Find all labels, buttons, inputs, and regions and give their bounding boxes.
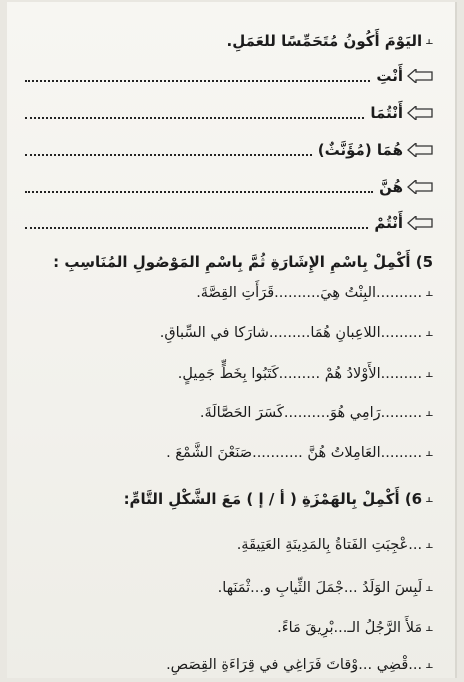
arrow-left-icon	[407, 143, 433, 157]
sentence-text[interactable]: .........رَامِي هُوَ..........كَسَرَ الحَصَّالَةَ.	[199, 405, 423, 421]
section-5-heading	[17, 251, 433, 273]
bullet-icon: ⫠	[425, 657, 433, 672]
exercise-item	[17, 282, 433, 304]
sentence-text[interactable]: مَلأَ الرَّجُلُ الـ...بْرِيقَ مَاءً.	[277, 620, 423, 636]
arrow-left-icon	[407, 106, 433, 120]
pronoun-label: هُمَا (مُؤَنَّثٌ)	[317, 141, 403, 159]
section-6-heading	[17, 488, 433, 510]
sentence-text[interactable]: .........الأَوْلادُ هُمْ .........كَتَبُوا بِخَطٍّ جَمِيلٍ.	[177, 366, 423, 382]
section-heading: 6) أَكْمِلْ بِالهَمْزَةِ ( أ / إ ) مَعَ الشَّكْلِ التَّامِّ:	[123, 490, 423, 508]
pronoun-row	[17, 65, 433, 87]
bullet-icon: ⫠	[425, 580, 433, 595]
bullet-icon: ⫠	[425, 620, 433, 635]
pronoun-row	[17, 212, 433, 234]
pronoun-label: أَنْتُمَا	[370, 104, 403, 122]
sentence-text[interactable]: .........اللاعِبانِ هُمَا.........شارَكا في السِّباقِ.	[159, 325, 423, 341]
arrow-left-icon	[407, 69, 433, 83]
answer-line[interactable]	[25, 191, 373, 193]
section-heading: 5) أَكْمِلْ بِاسْمِ الإِشَارَةِ ثُمَّ بِاسْمِ المَوْصُولِ المُنَاسِبِ :	[53, 253, 433, 271]
exercise-item	[17, 617, 433, 639]
exercise-item	[17, 322, 433, 344]
pronoun-label: أَنْتِ	[376, 67, 403, 85]
bullet-icon: ⫠	[425, 285, 433, 300]
pronoun-row	[17, 176, 433, 198]
exercise-item	[17, 534, 433, 556]
answer-line[interactable]	[25, 227, 368, 229]
title-row	[17, 30, 433, 52]
bullet-icon: ⫠	[425, 491, 433, 506]
pronoun-row	[17, 139, 433, 161]
exercise-item	[17, 577, 433, 599]
exercise-item	[17, 654, 433, 676]
exercise-item	[17, 442, 433, 464]
arrow-left-icon	[407, 216, 433, 230]
pronoun-row	[17, 102, 433, 124]
sentence-text[interactable]: لَبِسَ الوَلَدُ ...جْمَلَ الثِّيابِ و...ثْمَنَها.	[217, 580, 423, 596]
exercise-item	[17, 402, 433, 424]
answer-line[interactable]	[25, 117, 364, 119]
bullet-icon: ⫠	[425, 537, 433, 552]
bullet-icon: ⫠	[425, 366, 433, 381]
arrow-left-icon	[407, 180, 433, 194]
page-title: اليَوْمَ أَكُونُ مُتَحَمِّسًا للعَمَلِ.	[226, 32, 423, 50]
sentence-text[interactable]: ...عْجِبَتِ الفَتاةُ بِالمَدِينَةِ العَتِيقَةِ.	[236, 537, 423, 553]
bullet-icon: ⫠	[425, 405, 433, 420]
answer-line[interactable]	[25, 80, 370, 82]
pronoun-label: أَنْتُمْ	[374, 214, 403, 232]
answer-line[interactable]	[25, 154, 312, 156]
bullet-icon: ⫠	[425, 445, 433, 460]
sentence-text[interactable]: .........العَامِلاتُ هُنَّ ...........صَنَعْنَ الشَّمْعَ .	[166, 445, 423, 461]
exercise-item	[17, 363, 433, 385]
pronoun-label: هُنَّ	[379, 178, 403, 196]
sentence-text[interactable]: ..........البِنْتُ هِيَ..........قَرَأَتِ القِصَّةَ.	[196, 285, 423, 301]
sentence-text[interactable]: ...قْضِي ...وْقاتَ فَرَاغِي في قِرَاءَةِ القِصَصِ.	[166, 657, 423, 673]
worksheet-page	[7, 2, 457, 678]
bullet-icon: ⫠	[425, 33, 433, 48]
bullet-icon: ⫠	[425, 325, 433, 340]
